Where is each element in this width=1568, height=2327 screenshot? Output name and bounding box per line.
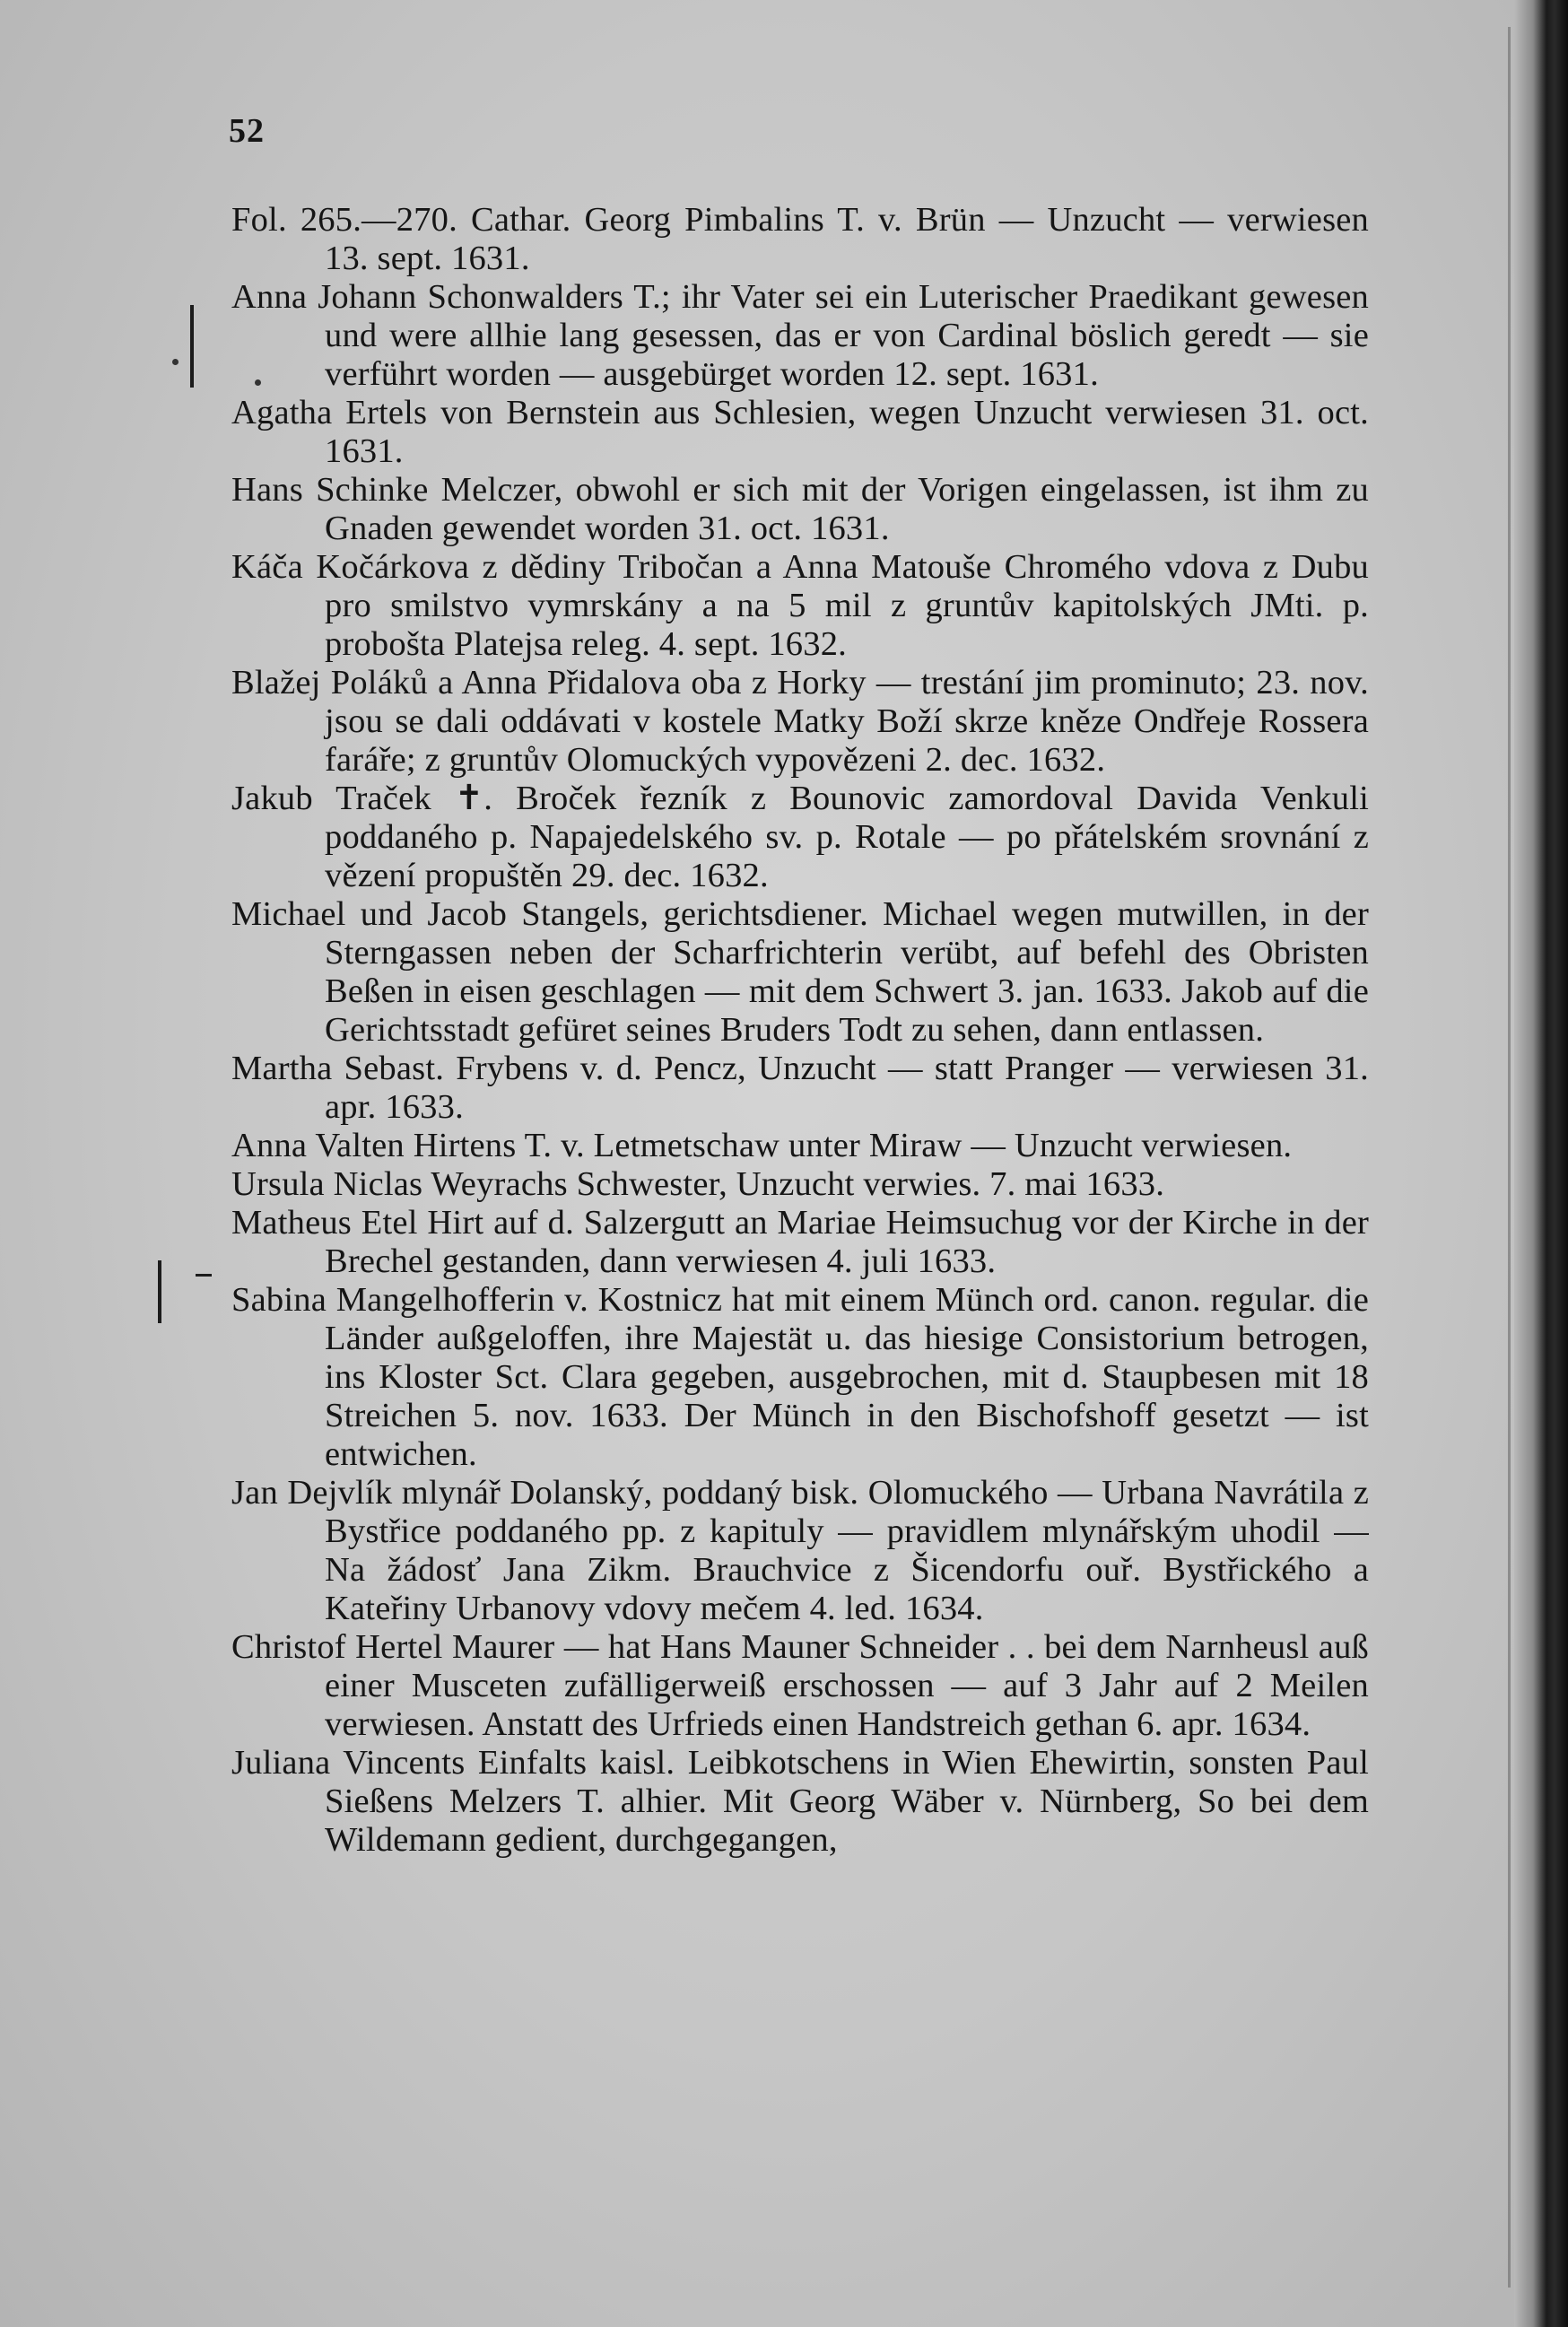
register-entries	[231, 201, 1369, 1860]
register-entry: Fol. 265.—270. Cathar. Georg Pimbalins T. v. Brün — Unzucht — verwiesen 13. sept. 1631.	[231, 201, 1369, 277]
register-entry: Juliana Vincents Einfalts kaisl. Leibkotschens in Wien Ehewirtin, sonsten Paul Sießens Melzers T. alhier. Mit Georg Wäber v. Nürnberg, So bei dem Wildemann gedient, durchgegangen,	[231, 1744, 1369, 1859]
register-entry: Anna Johann Schonwalders T.; ihr Vater sei ein Luterischer Praedikant gewesen und were allhie lang gesessen, das er von Cardinal böslich geredt — sie verführt worden — ausgebürget worden 12. sept. 1631.	[231, 278, 1369, 393]
register-entry: Michael und Jacob Stangels, gerichtsdiener. Michael wegen mutwillen, in der Sterngassen neben der Scharfrichterin verübt, auf befehl des Obristen Beßen in eisen geschlagen — mit dem Schwert 3. jan. 1633. Jakob auf die Gerichtsstadt gefüret seines Bruders Todt zu sehen, dann entlassen.	[231, 895, 1369, 1049]
register-entry: Hans Schinke Melczer, obwohl er sich mit der Vorigen eingelassen, ist ihm zu Gnaden gewendet worden 31. oct. 1631.	[231, 471, 1369, 547]
register-entry: Káča Kočárkova z dědiny Tribočan a Anna Matouše Chromého vdova z Dubu pro smilstvo vymrskány a na 5 mil z gruntův kapitolských JMti. p. probošta Platejsa releg. 4. sept. 1632.	[231, 548, 1369, 663]
register-entry: Matheus Etel Hirt auf d. Salzergutt an Mariae Heimsuchug vor der Kirche in der Brechel gestanden, dann verwiesen 4. juli 1633.	[231, 1204, 1369, 1280]
page-number: 52	[229, 112, 265, 150]
register-entry: Christof Hertel Maurer — hat Hans Mauner Schneider . . bei dem Narnheusl auß einer Musceten zufälligerweiß erschossen — auf 3 Jahr auf 2 Meilen verwiesen. Anstatt des Urfrieds einen Handstreich gethan 6. apr. 1634.	[231, 1628, 1369, 1743]
book-binding-edge	[1514, 0, 1568, 2327]
margin-bracket-mark	[190, 305, 194, 388]
margin-dash-mark	[196, 1274, 212, 1277]
register-entry: Martha Sebast. Frybens v. d. Pencz, Unzucht — statt Pranger — verwiesen 31. apr. 1633.	[231, 1050, 1369, 1126]
register-entry: Blažej Poláků a Anna Přidalova oba z Horky — trestání jim prominuto; 23. nov. jsou se dali oddávati v kostele Matky Boží skrze kněze Ondřeje Rossera faráře; z gruntův Olomuckých vypovězeni 2. dec. 1632.	[231, 664, 1369, 779]
register-entry: Anna Valten Hirtens T. v. Letmetschaw unter Miraw — Unzucht verwiesen.	[231, 1127, 1293, 1164]
register-entry: Sabina Mangelhofferin v. Kostnicz hat mit einem Münch ord. canon. regular. die Länder außgeloffen, ihre Majestät u. das hiesige Consistorium betrogen, ins Kloster Sct. Clara gegeben, ausgebrochen, mit d. Staupbesen mit 18 Streichen 5. nov. 1633. Der Münch in den Bischofshoff gesetzt — ist entwichen.	[231, 1281, 1369, 1473]
margin-dot-mark	[172, 359, 179, 365]
margin-bracket-mark	[158, 1260, 161, 1323]
page-edge-line	[1508, 27, 1511, 2288]
register-entry: Ursula Niclas Weyrachs Schwester, Unzucht verwies. 7. mai 1633.	[231, 1165, 1165, 1203]
register-entry: Jan Dejvlík mlynář Dolanský, poddaný bisk. Olomuckého — Urbana Navrátila z Bystřice poddaného pp. z kapituly — pravidlem mlynářským uhodil — Na žádosť Jana Zikm. Brauchvice z Šicendorfu ouř. Bystřického a Kateřiny Urbanovy vdovy mečem 4. led. 1634.	[231, 1474, 1369, 1627]
register-entry: Agatha Ertels von Bernstein aus Schlesien, wegen Unzucht verwiesen 31. oct. 1631.	[231, 394, 1369, 470]
register-entry: Jakub Traček ✝. Broček řezník z Bounovic zamordoval Davida Venkuli poddaného p. Napajedelského sv. p. Rotale — po přátelském srovnání z vězení propuštěn 29. dec. 1632.	[231, 780, 1369, 894]
